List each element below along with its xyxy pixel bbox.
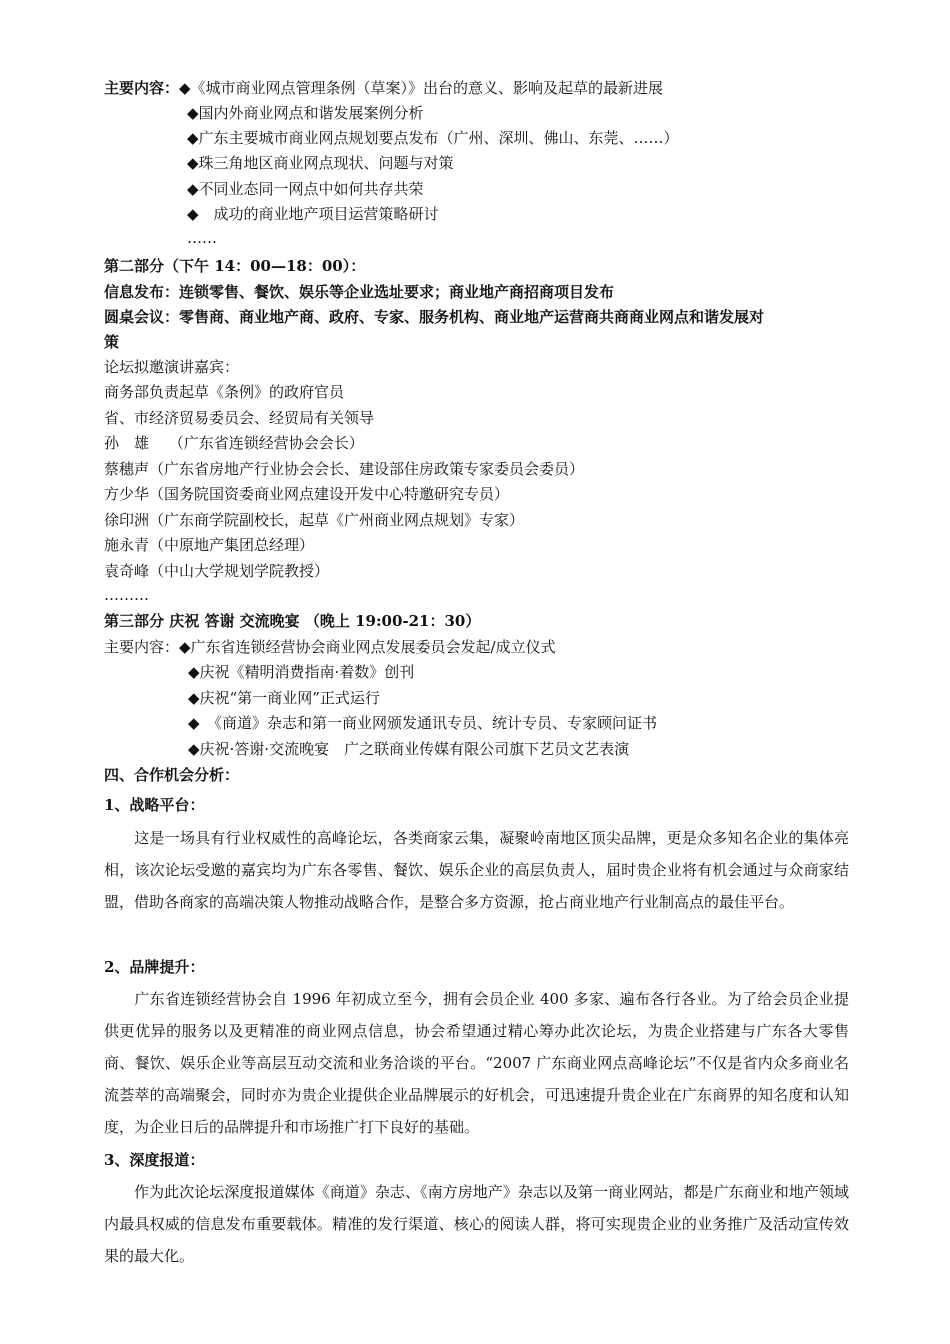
- guest-1: 商务部负责起草《条例》的政府官员: [104, 383, 345, 401]
- section4-para2: [104, 983, 849, 1143]
- part1-item-1: ◆《城市商业网点管理条例（草案）》出台的意义、影响及起草的最新进展: [179, 79, 664, 97]
- section4-heading: 四、合作机会分析：: [104, 766, 240, 784]
- part1-ellipsis: ……: [187, 229, 217, 247]
- guest-8: 袁奇峰（中山大学规划学院教授）: [104, 562, 330, 580]
- part3-item-2: ◆庆祝《精明消费指南·着数》创刊: [188, 663, 415, 681]
- para2-text: 广东省连锁经营协会自 1996 年初成立至今，拥有会员企业 400 多家、遍布各行各业。为了给会员企业提供更优异的服务以及更精准的商业网点信息，协会希望通过精心筹办此次论坛，为贵企业搭建与广东各大零售商、餐饮、娱乐企业等高层互动交流和业务洽谈的平台。“2007 广东商业网点高峰论坛”不仅是省内众多商业名流荟萃的高端聚会，同时亦为贵企业提供企业品牌展示的好机会，可迅速提升贵企业在广东商界的知名度和认知度，为企业日后的品牌提升和市场推广打下良好的基础。: [104, 990, 849, 1136]
- guest-7: 施永青（中原地产集团总经理）: [104, 536, 315, 554]
- part3-item-4: ◆ 《商道》杂志和第一商业网颁发通讯专员、统计专员、专家顾问证书: [188, 714, 658, 732]
- part3-item-5: ◆庆祝·答谢·交流晚宴 广之联商业传媒有限公司旗下艺员文艺表演: [188, 740, 630, 758]
- part1-item-3: ◆广东主要城市商业网点规划要点发布（广州、深圳、佛山、东莞、……）: [187, 129, 679, 147]
- part1-label: 主要内容：: [104, 79, 180, 97]
- part3-heading: 第三部分 庆祝 答谢 交流晚宴 （晚上 19:00-21：30）: [104, 612, 481, 630]
- guest-2: 省、市经济贸易委员会、经贸局有关领导: [104, 409, 375, 427]
- para1-text: 这是一场具有行业权威性的高峰论坛，各类商家云集，凝聚岭南地区顶尖品牌，更是众多知名企业的集体亮相，该次论坛受邀的嘉宾均为广东各零售、餐饮、娱乐企业的高层负责人，届时贵企业将有机会通过与众商家结盟，借助各商家的高端决策人物推动战略合作，是整合多方资源，抢占商业地产行业制高点的最佳平台。: [104, 829, 849, 911]
- guest-4: 蔡穗声（广东省房地产行业协会会长、建设部住房政策专家委员会委员）: [104, 460, 585, 478]
- section4-sub3: 3、深度报道：: [104, 1151, 205, 1169]
- part3-first-line: [104, 637, 556, 657]
- part1-first-line: [104, 78, 663, 98]
- section4-para1: [104, 822, 849, 918]
- part1-item-6: ◆ 成功的商业地产项目运营策略研讨: [187, 205, 439, 223]
- guests-ellipsis: ………: [104, 586, 149, 604]
- part2-roundtable: 圆桌会议：零售商、商业地产商、政府、专家、服务机构、商业地产运营商共商商业网点和谐发展对: [104, 308, 765, 326]
- part1-item-2: ◆国内外商业网点和谐发展案例分析: [187, 104, 424, 122]
- section4-sub1: 1、战略平台：: [104, 796, 205, 814]
- para3-text: 作为此次论坛深度报道媒体《商道》杂志、《南方房地产》杂志以及第一商业网站，都是广东商业和地产领域内最具权威的信息发布重要载体。精准的发行渠道、核心的阅读人群，将可实现贵企业的业务推广及活动宣传效果的最大化。: [104, 1183, 849, 1265]
- section4-sub2: 2、品牌提升：: [104, 958, 205, 976]
- guest-5: 方少华（国务院国资委商业网点建设开发中心特邀研究专员）: [104, 485, 510, 503]
- part2-info: 信息发布：连锁零售、餐饮、娱乐等企业选址要求；商业地产商招商项目发布: [104, 283, 615, 301]
- part3-item-1: ◆广东省连锁经营协会商业网点发展委员会发起/成立仪式: [179, 638, 556, 656]
- guests-title: 论坛拟邀演讲嘉宾：: [104, 358, 240, 376]
- section4-para3: [104, 1176, 849, 1272]
- part2-heading: 第二部分（下午 14：00—18：00）：: [104, 257, 366, 275]
- part3-item-3: ◆庆祝“第一商业网”正式运行: [188, 689, 380, 707]
- part2-roundtable-cont: 策: [104, 333, 120, 351]
- part3-label: 主要内容：: [104, 638, 180, 656]
- part1-item-5: ◆不同业态同一网点中如何共存共荣: [187, 180, 424, 198]
- part1-item-4: ◆珠三角地区商业网点现状、问题与对策: [187, 154, 454, 172]
- guest-3: 孙 雄 （广东省连锁经营协会会长）: [104, 434, 364, 452]
- guest-6: 徐印洲（广东商学院副校长，起草《广州商业网点规划》专家）: [104, 511, 525, 529]
